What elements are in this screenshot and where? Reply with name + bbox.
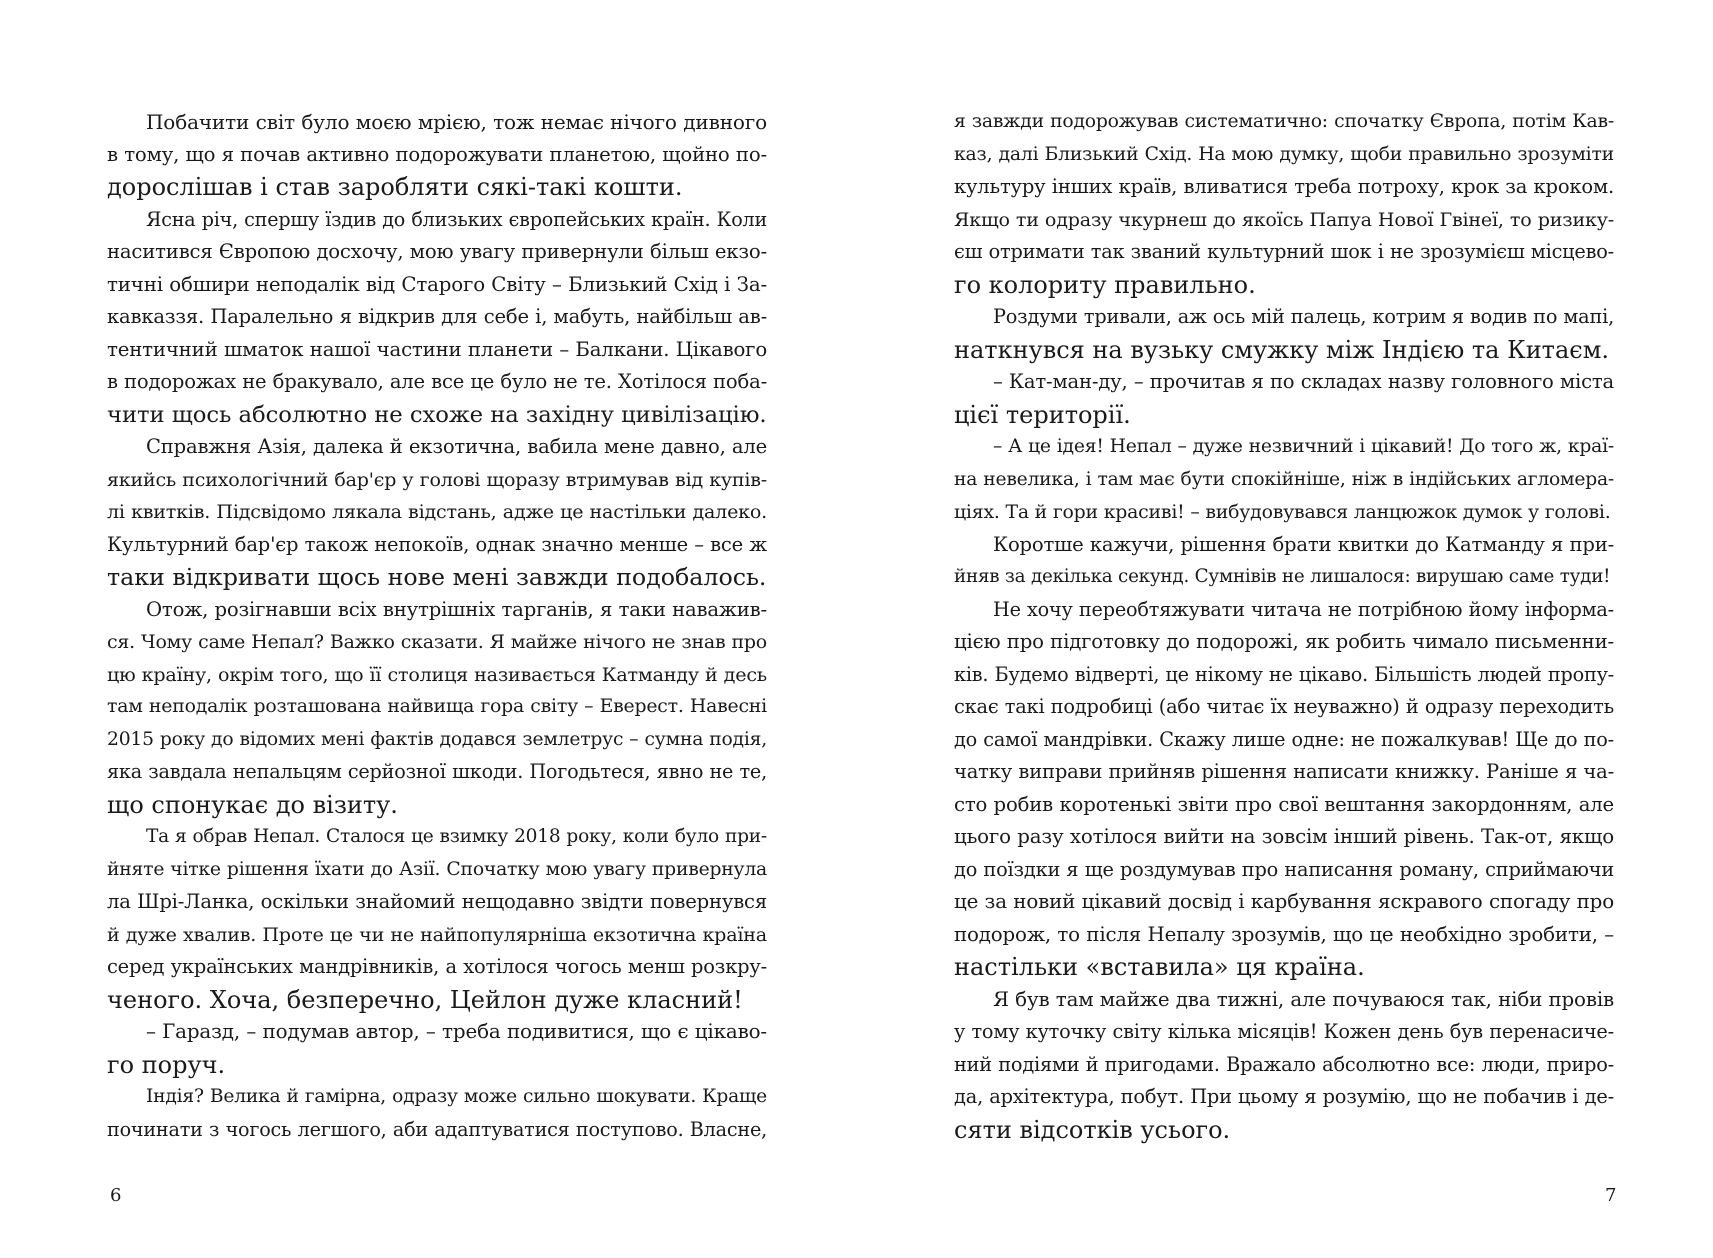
text-line: цього разу хотілося вийти на зовсім інший рівень. Так-от, якщо xyxy=(954,825,1614,848)
text-line: цією про підготовку до подорожі, як робить чимало письменни- xyxy=(954,630,1614,653)
text-line: культуру інших країв, вливатися треба потроху, крок за кроком. xyxy=(954,175,1614,198)
text-line: Культурний бар'єр також непокоїв, однак значно менше – все ж xyxy=(107,532,767,556)
text-line: яка завдала непальцям серйозної шкоди. Погодьтеся, явно не те, xyxy=(107,760,767,783)
text-line: Коротше кажучи, рішення брати квитки до Катманду я при- xyxy=(993,532,1614,556)
text-line: го поруч. xyxy=(107,1050,226,1079)
text-line: ків. Будемо відверті, це нікому не цікаво. Більшість людей пропу- xyxy=(954,662,1614,686)
text-line: на невелика, і там має бути спокійніше, ніж в індійських агломера- xyxy=(954,468,1614,490)
text-line: Я був там майже два тижні, але почуваюся так, ніби провів xyxy=(993,987,1614,1011)
text-line: сяти відсотків усього. xyxy=(954,1115,1231,1144)
text-line: ціях. Та й гори красиві! – вибудовувався ланцюжок думок у голові. xyxy=(954,501,1611,523)
left-page xyxy=(0,0,856,1258)
text-line: ся. Чому саме Непал? Важко сказати. Я майже нічого не знав про xyxy=(107,631,767,653)
text-line: Роздуми тривали, аж ось мій палець, котрим я водив по мапі, xyxy=(993,305,1614,328)
right-page xyxy=(857,0,1713,1258)
text-line: цю країну, окрім того, що її столиця називається Катманду й десь xyxy=(107,663,767,686)
text-line: це за новий цікавий досвід і карбування яскравого спогаду про xyxy=(954,890,1614,913)
text-line: Ясна річ, спершу їздив до близьких європейських країн. Коли xyxy=(146,207,767,231)
text-line: чити щось абсолютно не схоже на західну цивілізацію. xyxy=(107,401,767,428)
text-line: подорож, то після Непалу зрозумів, що це необхідно зробити, – xyxy=(954,922,1614,946)
text-line: тентичний шматок нашої частини планети – Балкани. Цікавого xyxy=(107,337,767,361)
left-page-number: 6 xyxy=(110,1185,122,1206)
right-page-number: 7 xyxy=(1605,1185,1617,1206)
text-line: що спонукає до візиту. xyxy=(107,790,398,819)
text-line: наткнувся на вузьку смужку між Індією та Китаєм. xyxy=(954,335,1610,364)
text-line: лі квитків. Підсвідомо лякала відстань, адже це настільки далеко. xyxy=(107,501,767,523)
text-line: да, архітектура, побут. При цьому я розумію, що не побачив і де- xyxy=(954,1085,1614,1108)
text-line: там неподалік розташована найвища гора світу – Еверест. Навесні xyxy=(107,696,767,717)
text-line: – Кат-ман-ду, – прочитав я по складах назву головного міста xyxy=(993,370,1614,393)
text-line: й дуже хвалив. Проте це чи не найпопулярніша екзотична країна xyxy=(107,922,767,946)
text-line: Індія? Велика й гамірна, одразу може сильно шокувати. Краще xyxy=(146,1086,767,1107)
text-line: до поїздки я ще роздумував про написання роману, сприймаючи xyxy=(954,857,1614,881)
text-line: у тому куточку світу кілька місяців! Кожен день був перенасиче- xyxy=(954,1020,1614,1043)
text-line: тичні обшири неподалік від Старого Світу – Близький Схід і За- xyxy=(107,272,767,296)
text-line: сто робив коротенькі звіти про свої вештання закордонням, але xyxy=(954,792,1614,816)
text-line: Не хочу переобтяжувати читача не потрібною йому інформа- xyxy=(993,597,1614,621)
text-line: якийсь психологічний бар'єр у голові щоразу втримував від купів- xyxy=(107,468,767,491)
text-line: каз, далі Близький Схід. На мою думку, щоби правильно зрозуміти xyxy=(954,143,1614,165)
text-line: в подорожах не бракувало, але все це було не те. Хотілося поба- xyxy=(107,370,767,393)
text-line: скає такі подробиці (або читає їх неуважно) й одразу переходить xyxy=(954,695,1614,718)
text-line: дорослішав і став заробляти сякі-такі кошти. xyxy=(107,173,683,201)
text-line: в тому, що я почав активно подорожувати планетою, щойно по- xyxy=(107,142,767,166)
text-line: серед українських мандрівників, а хотілося чогось менш розкру- xyxy=(107,955,767,978)
text-line: йняв за декілька секунд. Сумнівів не лишалося: вирушаю саме туди! xyxy=(954,566,1611,587)
text-line: ла Шрі-Ланка, оскільки знайомий нещодавно звідти повернувся xyxy=(107,890,767,913)
text-line: Побачити світ було моєю мрією, тож немає нічого дивного xyxy=(146,110,767,134)
text-line: ченого. Хоча, безперечно, Цейлон дуже класний! xyxy=(107,985,743,1014)
text-line: ний подіями й пригодами. Вражало абсолютно все: люди, приро- xyxy=(954,1052,1614,1076)
text-line: єш отримати так званий культурний шок і не зрозумієш місцево- xyxy=(954,240,1614,263)
text-line: – А це ідея! Непал – дуже незвичний і цікавий! До того ж, краї- xyxy=(993,436,1614,457)
text-line: чатку виправи прийняв рішення написати книжку. Раніше я ча- xyxy=(954,760,1614,783)
text-line: – Гаразд, – подумав автор, – треба подивитися, що є цікаво- xyxy=(146,1020,767,1043)
left-page-text xyxy=(107,106,767,1146)
text-line: я завжди подорожував систематично: спочатку Європа, потім Кав- xyxy=(954,111,1614,132)
text-line: починати з чогось легшого, аби адаптуватися поступово. Власне, xyxy=(107,1117,767,1141)
text-line: цієї території. xyxy=(954,400,1131,429)
text-line: до самої мандрівки. Скажу лише одне: не пожалкував! Ще до по- xyxy=(954,727,1614,751)
text-line: Якщо ти одразу чкурнеш до якоїсь Папуа Нової Гвінеї, то ризику- xyxy=(954,208,1614,231)
text-line: кавказзя. Паралельно я відкрив для себе і, мабуть, найбільш ав- xyxy=(107,305,767,328)
text-line: Та я обрав Непал. Сталося це взимку 2018 року, коли було при- xyxy=(146,826,767,847)
right-page-text xyxy=(954,106,1614,1146)
text-line: 2015 року до відомих мені фактів додався землетрус – сумна подія, xyxy=(107,728,767,750)
text-line: го колориту правильно. xyxy=(954,270,1256,299)
text-line: настільки «вставила» ця країна. xyxy=(954,953,1365,981)
text-line: таки відкривати щось нове мені завжди подобалось. xyxy=(107,563,767,591)
text-line: Справжня Азія, далека й екзотична, вабила мене давно, але xyxy=(146,435,767,458)
text-line: Отож, розігнавши всіх внутрішніх тарганів, я таки наважив- xyxy=(146,597,767,621)
text-line: йняте чітке рішення їхати до Азії. Спочатку мою увагу привернула xyxy=(107,858,767,880)
text-line: наситився Європою досхочу, мою увагу привернули більш екзо- xyxy=(107,240,767,263)
